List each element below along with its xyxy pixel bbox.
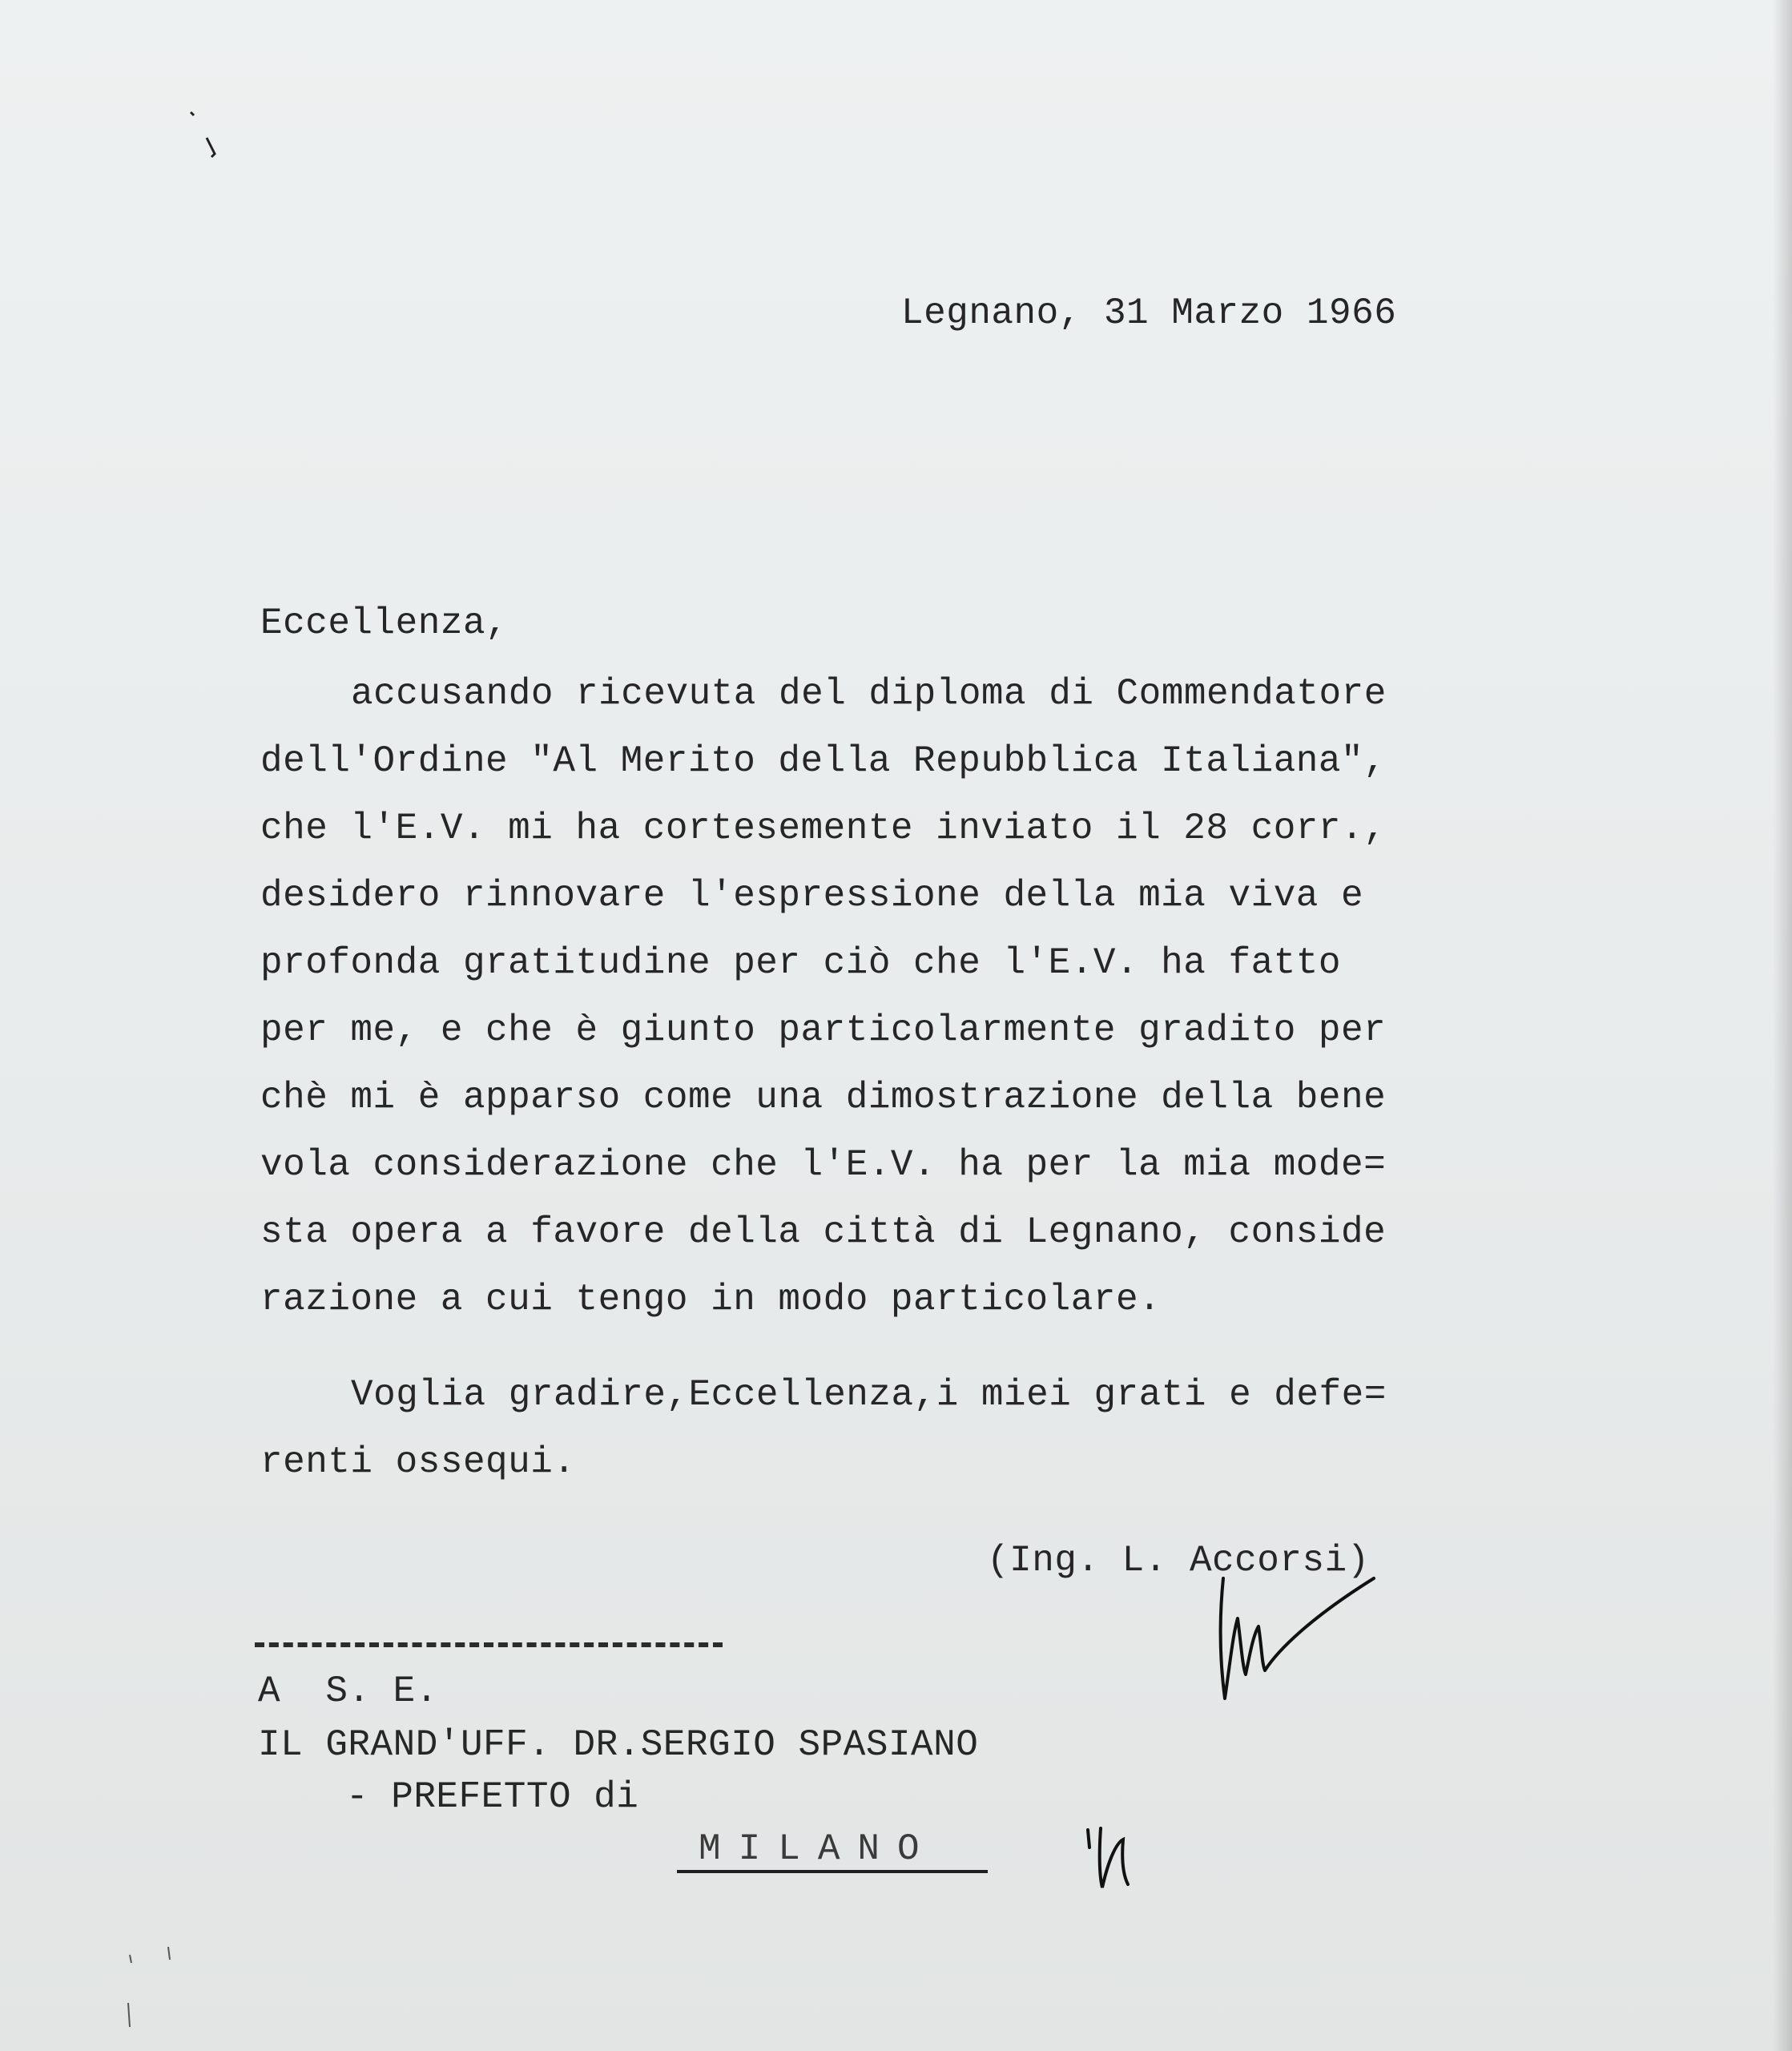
paper-mark: [120, 1939, 184, 2035]
recipient-city: MILANO: [699, 1828, 937, 1870]
body-line: per me, e che è giunto particolarmente gradito per: [260, 1009, 1387, 1051]
body-line: sta opera a favore della città di Legnano, conside: [260, 1211, 1387, 1253]
city-underline: [677, 1870, 988, 1873]
letter-salutation: Eccellenza,: [260, 602, 509, 644]
handwritten-signature: [1206, 1570, 1390, 1706]
body-line: accusando ricevuta del diploma di Commendatore: [351, 673, 1387, 715]
recipient-line: A S. E.: [258, 1670, 438, 1712]
closing-line: renti ossequi.: [260, 1441, 576, 1483]
paper-edge-shadow: [1773, 0, 1792, 2051]
body-line: dell'Ordine "Al Merito della Repubblica Italiana",: [260, 740, 1387, 782]
body-line: razione a cui tengo in modo particolare.: [260, 1279, 1162, 1320]
body-line: chè mi è apparso come una dimostrazione della bene: [260, 1077, 1387, 1118]
separator-rule: [255, 1642, 723, 1647]
ink-speck: [183, 104, 231, 168]
handwritten-initials: [1081, 1819, 1154, 1899]
body-line: profonda gratitudine per ciò che l'E.V. ha fatto: [260, 942, 1342, 984]
body-line: desidero rinnovare l'espressione della mia viva e: [260, 875, 1364, 917]
recipient-title: - PREFETTO di: [346, 1776, 639, 1818]
recipient-name: IL GRAND'UFF. DR.SERGIO SPASIANO: [258, 1724, 979, 1766]
sender-name: (Ing. L. Accorsi): [987, 1540, 1370, 1582]
closing-line: Voglia gradire,Eccellenza,i miei grati e defe=: [351, 1374, 1387, 1416]
body-line: vola considerazione che l'E.V. ha per la mia mode=: [260, 1144, 1387, 1186]
letter-date: Legnano, 31 Marzo 1966: [901, 292, 1397, 334]
body-line: che l'E.V. mi ha cortesemente inviato il 28 corr.,: [260, 808, 1387, 849]
